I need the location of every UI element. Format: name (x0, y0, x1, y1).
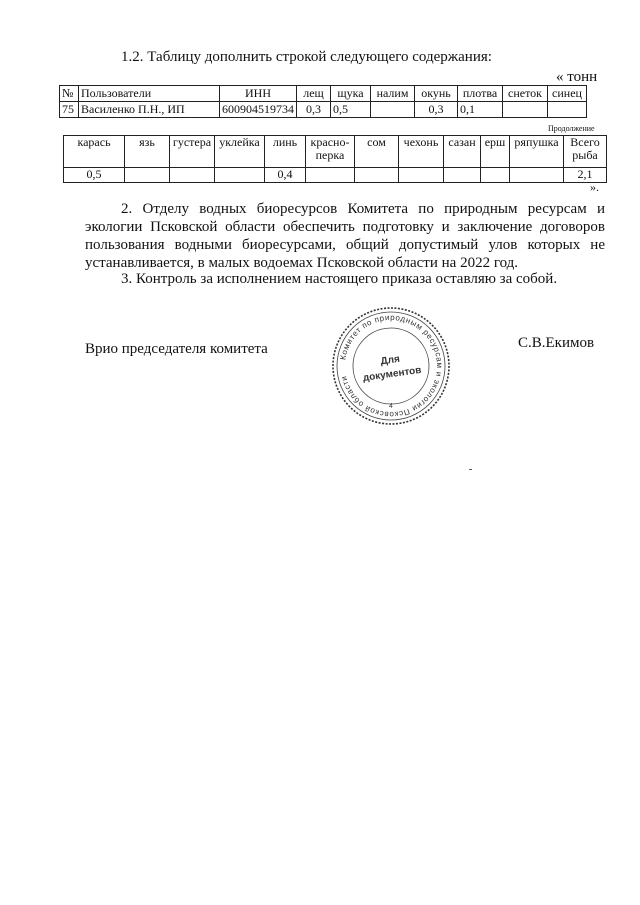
table-cell: 600904519734 (220, 102, 297, 118)
catch-table-part2 (63, 135, 607, 183)
svg-text:документов: документов (362, 364, 423, 384)
table-header-row (60, 86, 587, 102)
table-row (64, 168, 607, 183)
header-cell: снеток (503, 86, 548, 102)
table-header-row (64, 136, 607, 168)
header-cell: окунь (415, 86, 458, 102)
header-cell: карась (64, 136, 125, 168)
header-cell: № (60, 86, 79, 102)
table-cell: 0,1 (458, 102, 503, 118)
table-cell (371, 102, 415, 118)
table-cell (399, 168, 444, 183)
header-cell: лещ (297, 86, 331, 102)
header-cell: чехонь (399, 136, 444, 168)
svg-text:4: 4 (389, 403, 393, 410)
table-cell: 2,1 (564, 168, 607, 183)
signer-title: Врио председателя комитета (85, 341, 268, 357)
section-heading: 1.2. Таблицу дополнить строкой следующего содержания: (121, 49, 492, 65)
table-cell (306, 168, 355, 183)
header-cell: ерш (481, 136, 510, 168)
table-row (60, 102, 587, 118)
signer-name: С.В.Екимов (518, 335, 595, 351)
svg-text:Для: Для (379, 353, 401, 368)
header-cell: Всего рыба (564, 136, 607, 168)
header-cell: уклейка (215, 136, 265, 168)
table-cell (503, 102, 548, 118)
table-cell: 75 (60, 102, 79, 118)
table-cell: 0,5 (64, 168, 125, 183)
table-cell: 0,4 (265, 168, 306, 183)
table-cell (481, 168, 510, 183)
header-cell: сазан (444, 136, 481, 168)
svg-text:Комитет по природным ресурсам: Комитет по природным ресурсам и экологии Псковской области (338, 312, 445, 420)
table-cell (510, 168, 564, 183)
table-cell (548, 102, 587, 118)
table-cell: 0,3 (297, 102, 331, 118)
header-cell: линь (265, 136, 306, 168)
table-cell: 0,3 (415, 102, 458, 118)
header-cell: Пользователи (79, 86, 220, 102)
scan-speck (469, 469, 472, 470)
header-cell: язь (125, 136, 170, 168)
header-cell: сом (355, 136, 399, 168)
table-cell (444, 168, 481, 183)
header-cell: ряпушка (510, 136, 564, 168)
table-cell (125, 168, 170, 183)
table-cell: Василенко П.Н., ИП (79, 102, 220, 118)
paragraph-2: 2. Отделу водных биоресурсов Комитета по природным ресурсам и экологии Псковской области обеспечить подготовку и заключение договоров пользования водными биоресурсами, общий допустимый улов которых не устанавливается, в малых водоемах Псковской области на 2022 год. (85, 201, 605, 271)
header-cell: плотва (458, 86, 503, 102)
stamp-seal-icon (330, 305, 452, 427)
header-cell: налим (371, 86, 415, 102)
paragraph-3: 3. Контроль за исполнением настоящего приказа оставляю за собой. (121, 271, 558, 287)
unit-note: « тонн (556, 69, 598, 85)
table-cell (215, 168, 265, 183)
header-cell: красно-перка (306, 136, 355, 168)
continuation-label: Продолжение (548, 124, 595, 133)
header-cell: густера (170, 136, 215, 168)
table-cell (170, 168, 215, 183)
header-cell: синец (548, 86, 587, 102)
closing-quote: ». (590, 180, 599, 194)
table-cell (355, 168, 399, 183)
header-cell: ИНН (220, 86, 297, 102)
catch-table-part1 (59, 85, 587, 118)
header-cell: щука (331, 86, 371, 102)
official-stamp (330, 305, 452, 427)
table-cell: 0,5 (331, 102, 371, 118)
